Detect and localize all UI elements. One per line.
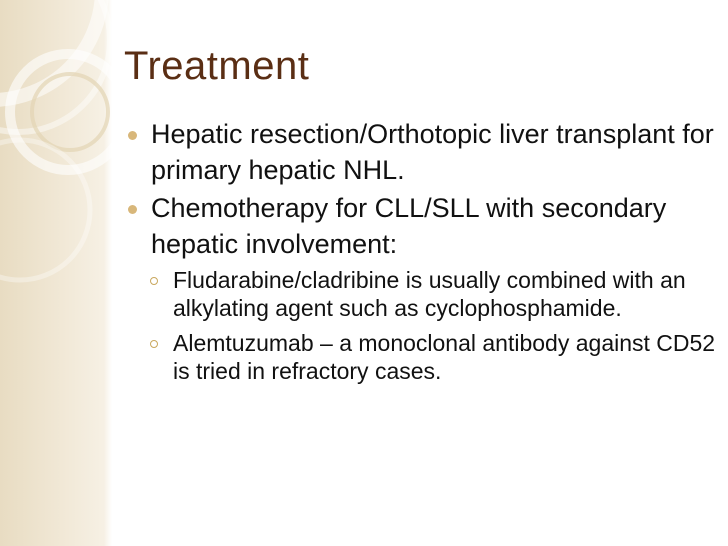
bullet-item xyxy=(128,190,718,262)
bullet-dot-icon xyxy=(128,131,137,140)
bullet-item xyxy=(128,116,718,188)
sub-bullet-item xyxy=(128,266,718,322)
bullet-text: Chemotherapy for CLL/SLL with secondary hepatic involvement: xyxy=(151,193,667,259)
ring-bullet-icon xyxy=(150,277,158,285)
slide-body xyxy=(128,116,718,392)
bullet-dot-icon xyxy=(128,205,137,214)
sub-bullet-list xyxy=(128,266,718,385)
bullet-text: Hepatic resection/Orthotopic liver transplant for primary hepatic NHL. xyxy=(151,119,714,185)
ring-bullet-icon xyxy=(150,340,158,348)
sub-bullet-item xyxy=(128,329,718,385)
sub-bullet-text: Fludarabine/cladribine is usually combined with an alkylating agent such as cyclophosphamide. xyxy=(173,267,686,321)
sub-bullet-text: Alemtuzumab – a monoclonal antibody against CD52 is tried in refractory cases. xyxy=(173,330,716,384)
slide-title: Treatment xyxy=(124,44,310,88)
